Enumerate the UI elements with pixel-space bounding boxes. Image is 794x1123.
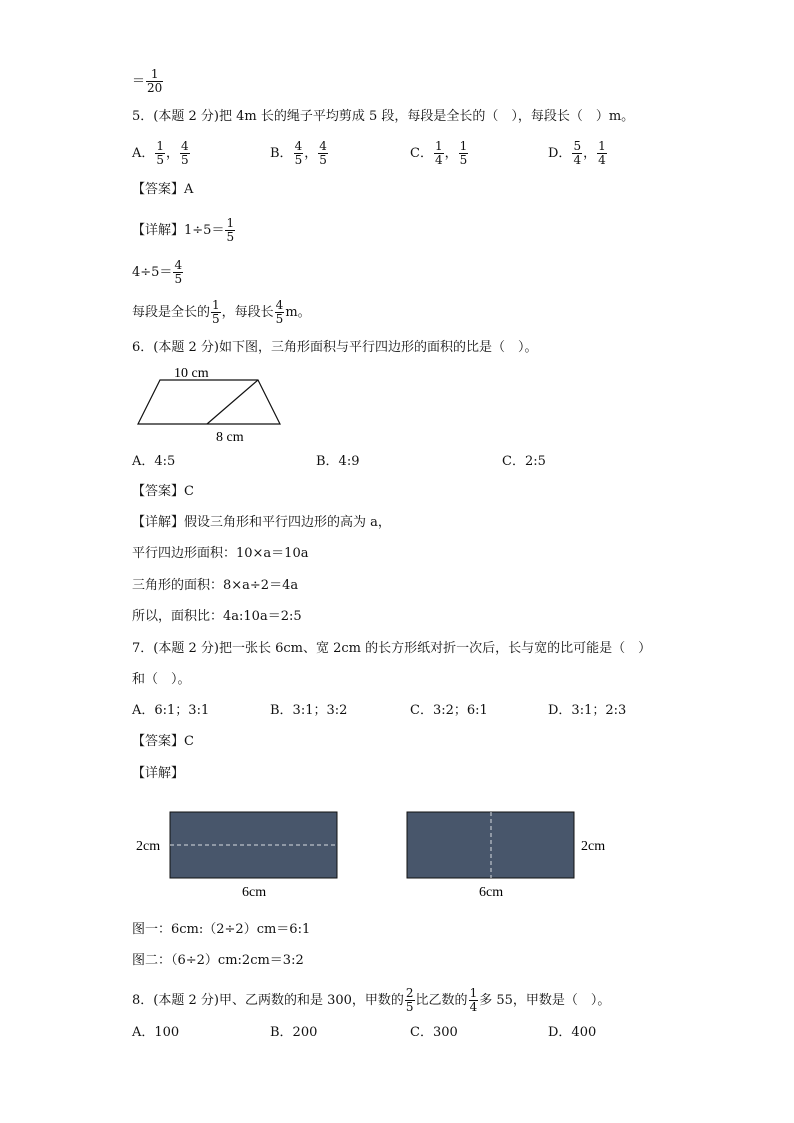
- q5-option-a: A． $\frac{1}{5}$ ， $\frac{4}{5}$: [132, 139, 189, 167]
- q6-detail-4: 所以，面积比：4a:10a＝2:5: [132, 609, 302, 624]
- question-7-stem-2: 和（ ）。: [132, 672, 191, 687]
- question-6-stem: 6．(本题 2 分)如下图，三角形面积与平行四边形的面积的比是（ ）。: [132, 340, 538, 355]
- q7-option-c: C．3:2；6:1: [410, 703, 488, 718]
- q6-detail-2: 平行四边形面积：10×a＝10a: [132, 546, 309, 561]
- trapezoid-figure: [130, 362, 290, 446]
- question-7-stem-1: 7．(本题 2 分)把一张长 6cm、宽 2cm 的长方形纸对折一次后，长与宽的比可能是（ ）: [132, 641, 652, 656]
- fig1-side-label: 2cm: [136, 839, 161, 854]
- q8-option-c: C．300: [410, 1025, 458, 1040]
- fraction: $\frac{1}{4}$: [469, 986, 478, 1014]
- q5-option-b: B． $\frac{4}{5}$ ， $\frac{4}{5}$: [270, 139, 327, 167]
- q8-option-a: A．100: [132, 1025, 180, 1040]
- fig2-side-label: 2cm: [581, 839, 606, 854]
- fig2-bottom-label: 6cm: [479, 885, 504, 900]
- top-length-label: 10 cm: [174, 366, 209, 381]
- q7-option-d: D．3:1；2:3: [548, 703, 627, 718]
- equals-sign: ＝: [132, 74, 146, 89]
- q5-option-d: D． $\frac{5}{4}$ ， $\frac{1}{4}$: [548, 139, 606, 167]
- q8-option-b: B．200: [270, 1025, 318, 1040]
- q7-detail: 【详解】: [132, 766, 185, 781]
- q7-figure-1-explanation: 图一：6cm:（2÷2）cm＝6:1: [132, 922, 311, 937]
- fraction: $\frac{1}{20}$: [147, 67, 163, 95]
- fraction: $\frac{1}{5}$: [226, 216, 235, 244]
- q5-answer: 【答案】A: [132, 182, 194, 197]
- fraction: $\frac{4}{5}$: [275, 298, 284, 326]
- fraction: $\frac{2}{5}$: [405, 986, 414, 1014]
- q7-option-a: A．6:1；3:1: [132, 703, 210, 718]
- q7-figure-2-explanation: 图二：（6÷2）cm:2cm＝3:2: [132, 953, 304, 968]
- q6-answer: 【答案】C: [132, 484, 194, 499]
- divider-line: [207, 380, 258, 424]
- fraction: $\frac{1}{5}$: [212, 298, 220, 326]
- fig1-bottom-label: 6cm: [242, 885, 267, 900]
- fraction: $\frac{4}{5}$: [174, 258, 183, 286]
- q6-option-b: B．4:9: [316, 454, 360, 469]
- q5-detail-3: 每段是全长的 $\frac{1}{5}$ ，每段长 $\frac{4}{5}$ m。: [132, 298, 311, 326]
- top-equation: [132, 68, 164, 95]
- q8-option-d: D．400: [548, 1025, 597, 1040]
- trapezoid-outline: [138, 380, 280, 424]
- q7-answer: 【答案】C: [132, 734, 194, 749]
- q6-detail-1: 【详解】假设三角形和平行四边形的高为 a，: [132, 515, 391, 530]
- bottom-length-label: 8 cm: [216, 430, 244, 445]
- q5-option-c: C． $\frac{1}{4}$ ， $\frac{1}{5}$: [410, 139, 468, 167]
- q5-detail-2: 4÷5＝ $\frac{4}{5}$: [132, 258, 183, 286]
- q6-detail-3: 三角形的面积：8×a÷2＝4a: [132, 578, 299, 593]
- folded-rectangles-figure: [130, 806, 620, 902]
- question-5-stem: 5．(本题 2 分)把 4m 长的绳子平均剪成 5 段，每段是全长的（ ），每段长（ ）m。: [132, 109, 635, 124]
- q7-option-b: B．3:1；3:2: [270, 703, 348, 718]
- q6-option-c: C．2:5: [502, 454, 546, 469]
- question-8-stem: 8．(本题 2 分)甲、乙两数的和是 300，甲数的 $\frac{2}{5}$ 比乙数的 $\frac{1}{4}$ 多 55，甲数是（ ）。: [132, 986, 611, 1014]
- q6-option-a: A．4:5: [132, 454, 176, 469]
- q5-detail-1: 【详解】1÷5＝ $\frac{1}{5}$: [132, 216, 235, 244]
